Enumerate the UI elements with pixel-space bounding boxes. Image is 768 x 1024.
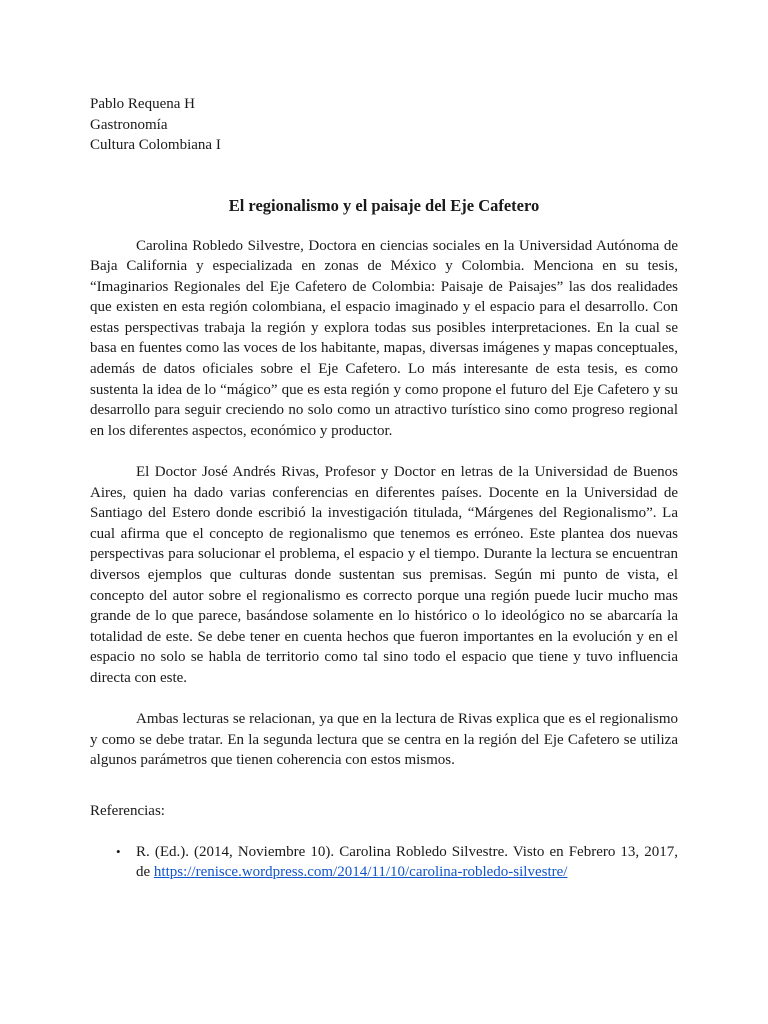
course-name: Cultura Colombiana I xyxy=(90,137,221,153)
bullet-icon: • xyxy=(116,843,121,859)
references-list xyxy=(90,842,678,883)
paragraph-robledo: Carolina Robledo Silvestre, Doctora en ciencias sociales en la Universidad Autónoma de Baja California y especializada en zonas de México y Colombia. Menciona en su tesis, “Imaginarios Regionales del Eje Cafetero de Colombia: Paisaje de Paisajes” las dos realidades que existen en esta región colombiana, el espacio imaginado y el espacio para el desarrollo. Con estas perspectivas trabaja la región y explora todas sus posibles interpretaciones. En la cual se basa en fuentes como las voces de los habitante, mapas, diversas imágenes y mapas conceptuales, además de datos oficiales sobre el Eje Cafetero. Lo más interesante de esta tesis, es como sustenta la idea de lo “mágico” que es esta región y como propone el futuro del Eje Cafetero y su desarrollo para seguir creciendo no solo como un atractivo turístico sino como progreso regional en los diferentes aspectos, económico y productor. xyxy=(90,237,678,439)
references-heading: Referencias: xyxy=(90,802,165,819)
paragraph-conclusion: Ambas lecturas se relacionan, ya que en la lectura de Rivas explica que es el regionalismo y como se debe tratar. En la segunda lectura que se centra en la región del Eje Cafetero se utiliza algunos parámetros que tienen coherencia con estos mismos. xyxy=(90,711,678,769)
document-page xyxy=(90,94,678,883)
document-title: El regionalismo y el paisaje del Eje Cafetero xyxy=(228,195,540,215)
reference-item xyxy=(90,842,678,883)
reference-text: R. (Ed.). (2014, Noviembre 10). Carolina Robledo Silvestre. Visto en Febrero 13, 2017, de xyxy=(136,843,678,881)
author-name: Pablo Requena H xyxy=(90,96,195,112)
paragraph-rivas: El Doctor José Andrés Rivas, Profesor y Doctor en letras de la Universidad de Buenos Aires, quien ha dado varias conferencias en diferentes países. Docente en la Universidad de Santiago del Estero donde escribió la investigación titulada, “Márgenes del Regionalismo”. La cual afirma que el concepto de regionalismo que tenemos es erróneo. Este plantea dos nuevas perspectivas para solucionar el problema, el espacio y el tiempo. Durante la lectura se encuentran diversos ejemplos que culturas donde sustentan sus premisas. Según mi punto de vista, el concepto del autor sobre el regionalismo es correcto porque una región puede lucir mucho mas grande de lo que parece, basándose solamente en lo histórico o lo ideológico no se abarcaría la totalidad de este. Se debe tener en cuenta hechos que fueron importantes en la evolución y en el espacio no solo se habla de territorio como tal sino todo el espacio que tiene y tuvo influencia directa con este. xyxy=(90,464,678,686)
program-name: Gastronomía xyxy=(90,116,168,133)
reference-link[interactable]: https://renisce.wordpress.com/2014/11/10/carolina-robledo-silvestre/ xyxy=(153,864,568,881)
